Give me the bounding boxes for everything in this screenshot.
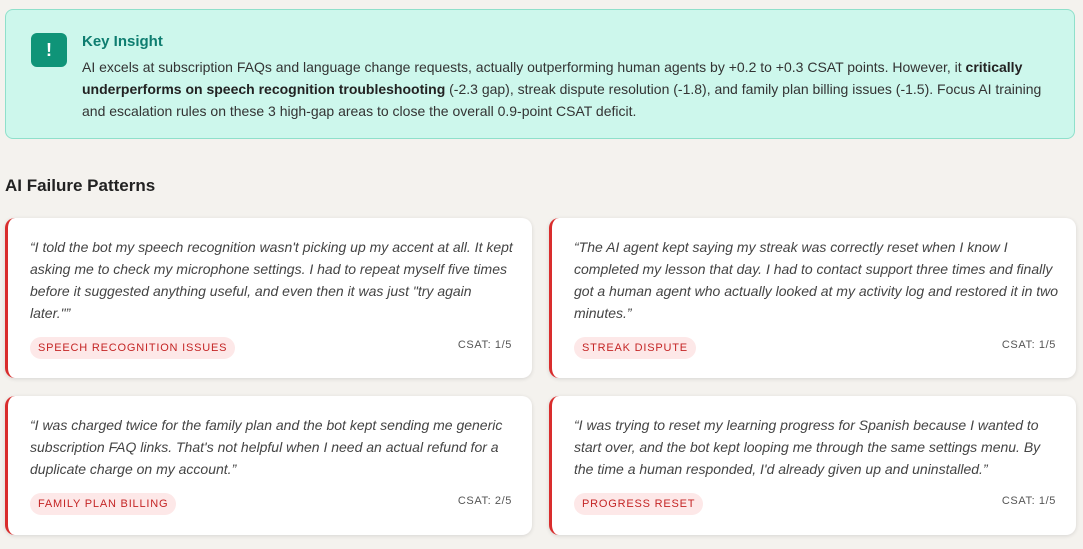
category-tag: STREAK DISPUTE (574, 337, 696, 359)
key-insight-panel (5, 9, 1075, 139)
customer-quote: “I was charged twice for the family plan and the bot kept sending me generic subscription FAQ links. That's not helpful when I need an actual refund for a duplicate charge on my account.” (30, 417, 503, 477)
category-tag: PROGRESS RESET (574, 493, 703, 515)
csat-score: CSAT: 1/5 (1001, 495, 1056, 507)
insight-title: Key Insight (82, 33, 163, 50)
insight-text-emphasis: critically underperforms on speech recognition troubleshooting (82, 59, 1023, 97)
alert-icon: ! (31, 33, 67, 67)
failure-card-streak (549, 218, 1076, 378)
insight-text-end: (-2.3 gap), streak dispute resolution (-1.8), and family plan billing issues (-1.5). Focus AI training and escalation rules on these 3 high-gap areas to close the overall 0.9-point CSAT deficit. (82, 81, 1042, 119)
category-tag: SPEECH RECOGNITION ISSUES (30, 337, 235, 359)
csat-score: CSAT: 1/5 (1001, 339, 1056, 351)
csat-score: CSAT: 1/5 (457, 339, 512, 351)
customer-quote: “I told the bot my speech recognition wasn't picking up my accent at all. It kept asking me to check my microphone settings. I had to repeat myself five times before it suggested anything useful, and even then it was just "try again later."” (30, 239, 513, 321)
customer-quote: “I was trying to reset my learning progress for Spanish because I wanted to start over, and the bot kept looping me through the same settings menu. By the time a human responded, I'd already given up and uninstalled.” (574, 417, 1041, 477)
insight-text-start: AI excels at subscription FAQs and language change requests, actually outperforming human agents by +0.2 to +0.3 CSAT points. However, it (82, 59, 966, 75)
section-title: AI Failure Patterns (5, 176, 156, 195)
csat-score: CSAT: 2/5 (457, 495, 512, 507)
category-tag: FAMILY PLAN BILLING (30, 493, 176, 515)
failure-card-family-billing (5, 396, 532, 535)
customer-quote: “The AI agent kept saying my streak was correctly reset when I know I completed my lesson that day. I had to contact support three times and finally got a human agent who actually looked at my activity log and restored it in two minutes.” (574, 239, 1059, 321)
insight-text (82, 56, 1047, 122)
failure-card-progress-reset (549, 396, 1076, 535)
failure-card-speech (5, 218, 532, 378)
